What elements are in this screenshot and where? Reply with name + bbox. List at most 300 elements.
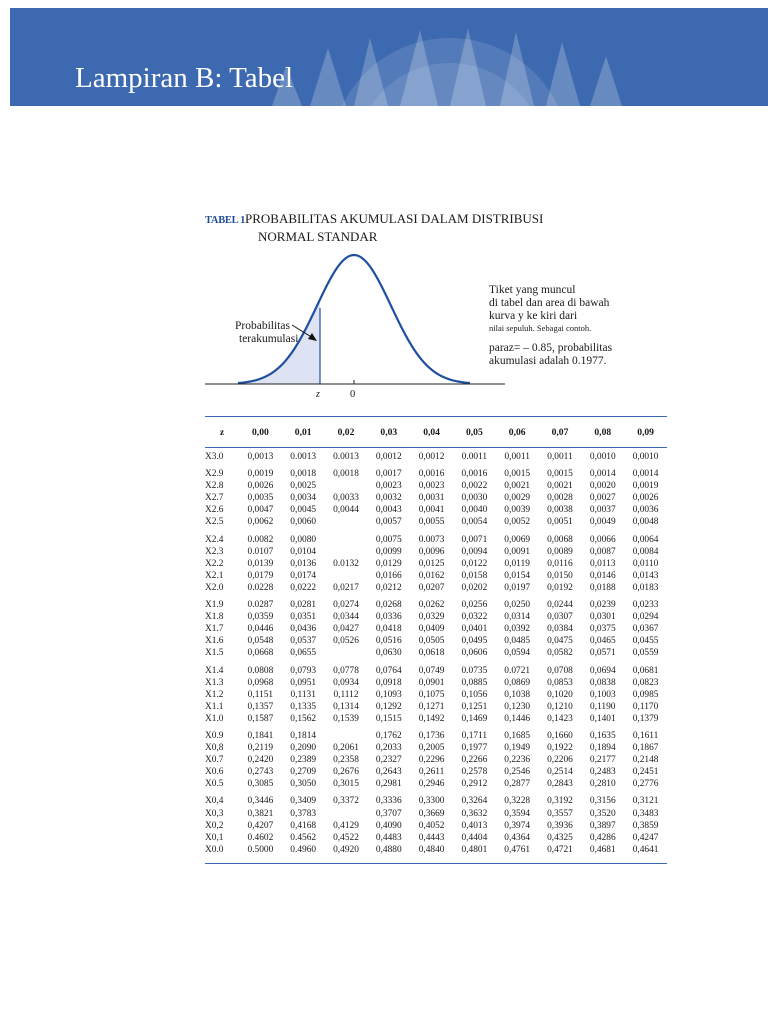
probability-cell: 0,0655 bbox=[290, 648, 317, 659]
probability-cell: 0,1814 bbox=[290, 730, 317, 741]
probability-cell: 0,0125 bbox=[418, 558, 445, 569]
table-row bbox=[205, 832, 667, 844]
probability-cell: 0,0080 bbox=[290, 534, 317, 545]
note-line5: paraz= – 0.85, probabilitas bbox=[489, 342, 613, 354]
probability-cell: 0,1271 bbox=[418, 701, 445, 712]
probability-cell: 0,1660 bbox=[547, 730, 573, 741]
z-value-cell: X2.1 bbox=[205, 570, 224, 581]
table-header-row bbox=[205, 417, 667, 448]
probability-cell: 0,0838 bbox=[589, 677, 616, 688]
table-row bbox=[205, 844, 667, 864]
probability-cell: 0,3669 bbox=[418, 808, 445, 819]
probability-cell: 0,4013 bbox=[461, 820, 488, 831]
probability-cell: 0,1492 bbox=[418, 713, 445, 724]
probability-cell: 0,0495 bbox=[461, 636, 488, 647]
z-value-cell: X1.6 bbox=[205, 636, 224, 647]
probability-cell: 0,3300 bbox=[418, 796, 445, 807]
probability-cell: 0,0025 bbox=[290, 481, 317, 492]
probability-cell: 0,2033 bbox=[375, 743, 402, 754]
probability-cell: 0,2090 bbox=[290, 743, 317, 754]
probability-cell: 0,0139 bbox=[247, 558, 274, 569]
probability-cell: 0,1635 bbox=[589, 730, 616, 741]
probability-cell: 0,0071 bbox=[461, 534, 488, 545]
table-title-line1: PROBABILITAS AKUMULASI DALAM DISTRIBUSI bbox=[245, 211, 544, 226]
probability-cell: 0,0571 bbox=[589, 648, 616, 659]
probability-cell: 0,4286 bbox=[589, 832, 616, 843]
probability-cell: 0,0329 bbox=[418, 612, 445, 623]
probability-cell: 0,0375 bbox=[589, 624, 616, 635]
probability-cell: 0,3594 bbox=[504, 808, 531, 819]
probability-cell: 0,1867 bbox=[632, 743, 659, 754]
probability-cell: 0,0301 bbox=[589, 612, 616, 623]
table-row bbox=[205, 701, 667, 713]
probability-cell: 0,2119 bbox=[247, 743, 274, 754]
probability-cell: 0,0104 bbox=[290, 546, 317, 557]
probability-cell: 0,0099 bbox=[375, 546, 402, 557]
column-header: 0,04 bbox=[423, 426, 440, 438]
probability-cell: 0,0274 bbox=[333, 600, 359, 611]
z-value-cell: X0,4 bbox=[205, 796, 224, 807]
probability-cell: 0,3228 bbox=[504, 796, 531, 807]
probability-cell: 0,0029 bbox=[504, 493, 531, 504]
table-body bbox=[205, 448, 667, 864]
probability-cell: 0,0823 bbox=[632, 677, 659, 688]
probability-cell: 0,4247 bbox=[632, 832, 659, 843]
probability-cell: 0,3707 bbox=[375, 808, 402, 819]
probability-cell: 0,4207 bbox=[247, 820, 274, 831]
table-heading bbox=[205, 211, 543, 245]
z-value-cell: X1.1 bbox=[205, 701, 224, 712]
probability-cell: 0,0110 bbox=[632, 558, 659, 569]
probability-cell: 0,3897 bbox=[589, 820, 616, 831]
z-value-cell: X2.2 bbox=[205, 558, 224, 569]
table-row bbox=[205, 766, 667, 778]
table-row bbox=[205, 795, 667, 807]
probability-cell: 0,0694 bbox=[589, 665, 616, 676]
probability-cell: 0,0516 bbox=[375, 636, 402, 647]
probability-cell: 0,1977 bbox=[461, 743, 488, 754]
probability-cell: 0,0166 bbox=[375, 570, 402, 581]
prob-label-line1: Probabilitas bbox=[235, 320, 290, 332]
probability-cell: 0,1922 bbox=[547, 743, 573, 754]
table-row bbox=[205, 570, 667, 582]
probability-cell: 0,1587 bbox=[247, 713, 274, 724]
probability-cell: 0,1562 bbox=[290, 713, 317, 724]
probability-cell: 0,0233 bbox=[632, 600, 659, 611]
probability-cell: 0,3974 bbox=[504, 820, 531, 831]
table-row bbox=[205, 516, 667, 533]
probability-cell: 0,0708 bbox=[547, 665, 573, 676]
probability-cell: 0,2743 bbox=[247, 767, 274, 778]
probability-cell: 0,0023 bbox=[375, 481, 402, 492]
table-row bbox=[205, 623, 667, 635]
probability-cell: 0,1539 bbox=[333, 713, 359, 724]
probability-cell: 0,0010 bbox=[589, 452, 616, 462]
table-row bbox=[205, 647, 667, 664]
table-row bbox=[205, 778, 667, 795]
probability-cell: 0,0143 bbox=[632, 570, 659, 581]
probability-cell: 0,0068 bbox=[547, 534, 573, 545]
probability-cell: 0,1112 bbox=[333, 689, 359, 700]
probability-cell: 0,0018 bbox=[290, 469, 317, 480]
probability-cell: 0,0351 bbox=[290, 612, 317, 623]
table-row bbox=[205, 713, 667, 730]
probability-cell: 0.0082 bbox=[247, 534, 274, 545]
probability-cell: 0,4920 bbox=[333, 844, 359, 855]
table-row bbox=[205, 534, 667, 546]
probability-cell: 0,0951 bbox=[290, 677, 317, 688]
probability-cell: 0,1357 bbox=[247, 701, 274, 712]
z-value-cell: X0,8 bbox=[205, 743, 224, 754]
probability-cell: 0.0107 bbox=[247, 546, 274, 557]
probability-cell: 0,2483 bbox=[589, 767, 616, 778]
probability-cell: 0,0012 bbox=[418, 452, 445, 462]
probability-cell: 0,0192 bbox=[547, 582, 573, 593]
table-row bbox=[205, 448, 667, 469]
column-header: 0,05 bbox=[465, 426, 483, 438]
probability-cell: 0.0808 bbox=[247, 665, 274, 676]
probability-cell: 0,4880 bbox=[375, 844, 402, 855]
probability-cell: 0,2643 bbox=[375, 767, 402, 778]
probability-cell: 0,0548 bbox=[247, 636, 274, 647]
header-banner bbox=[10, 8, 768, 106]
probability-cell bbox=[325, 534, 368, 546]
z-value-cell: X0,3 bbox=[205, 808, 224, 819]
probability-cell: 0.0735 bbox=[461, 665, 488, 676]
probability-cell: 0,0019 bbox=[247, 469, 274, 480]
table-number-label: TABEL 1 bbox=[205, 215, 246, 226]
probability-cell: 0,0119 bbox=[504, 558, 530, 569]
probability-cell: 0,2514 bbox=[547, 767, 573, 778]
probability-cell: 0,4483 bbox=[375, 832, 402, 843]
probability-cell: 0,0016 bbox=[461, 469, 488, 480]
probability-cell: 0,0455 bbox=[632, 636, 659, 647]
probability-cell: 0,0778 bbox=[333, 665, 359, 676]
probability-cell: 0,0668 bbox=[247, 648, 274, 659]
probability-cell: 0,1093 bbox=[375, 689, 402, 700]
probability-cell: 0,0041 bbox=[418, 505, 445, 516]
probability-cell: 0,3446 bbox=[247, 796, 274, 807]
z-value-cell: X1.9 bbox=[205, 600, 224, 611]
probability-cell: 0,2877 bbox=[504, 779, 531, 790]
probability-cell: 0.4602 bbox=[247, 832, 274, 843]
probability-cell: 0,0039 bbox=[504, 505, 531, 516]
probability-cell: 0,0314 bbox=[504, 612, 531, 623]
probability-cell: 0,2296 bbox=[418, 755, 445, 766]
probability-cell bbox=[325, 570, 368, 582]
probability-cell: 0,0222 bbox=[290, 582, 317, 593]
probability-cell: 0,0505 bbox=[418, 636, 445, 647]
probability-cell: 0,1469 bbox=[461, 713, 488, 724]
probability-cell: 0,0294 bbox=[632, 612, 659, 623]
probability-cell: 0,0154 bbox=[504, 570, 531, 581]
probability-cell: 0.0721 bbox=[504, 665, 531, 676]
probability-cell: 0,2546 bbox=[504, 767, 531, 778]
probability-cell: 0,0091 bbox=[504, 546, 531, 557]
probability-cell: 0,0014 bbox=[632, 469, 659, 480]
note-line4: nilai sepuluh. Sebagai contoh. bbox=[489, 323, 592, 333]
probability-cell: 0,2358 bbox=[333, 755, 359, 766]
probability-cell: 0,1003 bbox=[589, 689, 616, 700]
probability-cell: 0,0158 bbox=[461, 570, 488, 581]
probability-cell: 0,0367 bbox=[632, 624, 659, 635]
probability-cell: 0,1446 bbox=[504, 713, 531, 724]
probability-cell: 0,0052 bbox=[504, 517, 531, 528]
probability-cell bbox=[325, 647, 368, 664]
probability-cell: 0,0037 bbox=[589, 505, 616, 516]
probability-cell: 0,0212 bbox=[375, 582, 402, 593]
probability-cell: 0,0020 bbox=[589, 481, 616, 492]
probability-cell: 0,2389 bbox=[290, 755, 317, 766]
probability-cell: 0,0344 bbox=[333, 612, 359, 623]
z-value-cell: X1.3 bbox=[205, 677, 224, 688]
probability-cell: 0,3821 bbox=[247, 808, 274, 819]
probability-cell: 0,0918 bbox=[375, 677, 402, 688]
column-header: 0,09 bbox=[637, 426, 654, 438]
probability-cell: 0,0537 bbox=[290, 636, 317, 647]
probability-cell: 0,1711 bbox=[461, 730, 488, 741]
explanation-note bbox=[489, 284, 639, 368]
probability-cell: 0,0075 bbox=[375, 534, 402, 545]
probability-cell: 0,2578 bbox=[461, 767, 488, 778]
probability-cell: 0,0069 bbox=[504, 534, 531, 545]
probability-cell: 0,0202 bbox=[461, 582, 488, 593]
probability-cell: 0,0307 bbox=[547, 612, 573, 623]
probability-cell: 0,0038 bbox=[547, 505, 573, 516]
table-row bbox=[205, 468, 667, 480]
probability-cell: 0,0985 bbox=[632, 689, 659, 700]
column-header: 0,00 bbox=[252, 426, 269, 438]
probability-cell: 0,0475 bbox=[547, 636, 573, 647]
probability-cell: 0,3859 bbox=[632, 820, 659, 831]
table-title-line2: NORMAL STANDAR bbox=[258, 229, 378, 244]
probability-cell: 0.0073 bbox=[418, 534, 445, 545]
z-value-cell: X1.8 bbox=[205, 612, 224, 623]
probability-cell bbox=[325, 730, 368, 742]
probability-cell: 0,1949 bbox=[504, 743, 531, 754]
probability-cell: 0,0485 bbox=[504, 636, 531, 647]
probability-cell: 0.0287 bbox=[247, 600, 274, 611]
probability-cell: 0,1335 bbox=[290, 701, 317, 712]
probability-cell: 0,0011 bbox=[547, 452, 573, 462]
z-value-cell: X1.7 bbox=[205, 624, 224, 635]
probability-cell: 0,0051 bbox=[547, 517, 573, 528]
probability-cell: 0,0062 bbox=[247, 517, 274, 528]
probability-cell: 0,3264 bbox=[461, 796, 488, 807]
probability-cell: 0,0606 bbox=[461, 648, 488, 659]
probability-cell: 0,1762 bbox=[375, 730, 402, 741]
probability-cell: 0,0021 bbox=[547, 481, 573, 492]
table-row bbox=[205, 730, 667, 742]
z-value-cell: X1.0 bbox=[205, 713, 224, 724]
probability-cell: 0,4325 bbox=[547, 832, 573, 843]
z-value-cell: X1.4 bbox=[205, 665, 224, 676]
probability-cell: 0,0055 bbox=[418, 517, 445, 528]
probability-cell: 0,0028 bbox=[547, 493, 573, 504]
probability-cell: 0,0749 bbox=[418, 665, 445, 676]
z-value-cell: X3.0 bbox=[205, 452, 224, 462]
probability-cell: 0,0014 bbox=[589, 469, 616, 480]
probability-cell: 0,0043 bbox=[375, 505, 402, 516]
probability-cell: 0,0047 bbox=[247, 505, 274, 516]
probability-cell: 0,0162 bbox=[418, 570, 445, 581]
probability-cell: 0,3632 bbox=[461, 808, 488, 819]
probability-cell: 0,2451 bbox=[632, 767, 659, 778]
probability-cell: 0,0018 bbox=[333, 469, 359, 480]
probability-cell: 0.4562 bbox=[290, 832, 317, 843]
probability-cell: 0,0179 bbox=[247, 570, 274, 581]
z-value-cell: X0,2 bbox=[205, 820, 224, 831]
probability-cell: 0,2148 bbox=[632, 755, 659, 766]
probability-cell: 0,0096 bbox=[418, 546, 445, 557]
note-line2: di tabel dan area di bawah bbox=[489, 297, 610, 309]
probability-cell: 0,1401 bbox=[589, 713, 616, 724]
z-value-cell: X2.5 bbox=[205, 517, 224, 528]
probability-cell: 0,3783 bbox=[290, 808, 317, 819]
probability-cell: 0,0026 bbox=[247, 481, 274, 492]
probability-cell: 0,0013 bbox=[247, 452, 274, 462]
probability-cell: 0,0268 bbox=[375, 600, 402, 611]
probability-cell: 0,3192 bbox=[547, 796, 573, 807]
probability-cell: 0,1611 bbox=[632, 730, 659, 741]
probability-cell: 0.0132 bbox=[333, 558, 359, 569]
probability-cell: 0,1190 bbox=[590, 701, 616, 712]
cumulative-probability-label bbox=[235, 320, 298, 346]
probability-cell: 0,0044 bbox=[333, 505, 359, 516]
column-header: 0,07 bbox=[551, 426, 569, 438]
probability-cell: 0,0113 bbox=[590, 558, 616, 569]
probability-cell: 0,1131 bbox=[290, 689, 316, 700]
probability-cell: 0,0019 bbox=[632, 481, 659, 492]
probability-cell: 0,4052 bbox=[418, 820, 445, 831]
probability-cell: 0,4129 bbox=[333, 820, 359, 831]
probability-cell: 0,4522 bbox=[333, 832, 359, 843]
probability-cell: 0,2776 bbox=[632, 779, 659, 790]
probability-cell: 0,0011 bbox=[504, 452, 530, 462]
prob-label-line2: terakumulasi bbox=[239, 333, 299, 345]
probability-cell: 0,0239 bbox=[589, 600, 616, 611]
probability-cell: 0,1841 bbox=[247, 730, 274, 741]
z-value-cell: X2.6 bbox=[205, 505, 224, 516]
probability-cell: 0,0016 bbox=[418, 469, 445, 480]
probability-cell: 0,1210 bbox=[547, 701, 573, 712]
probability-cell: 0,4443 bbox=[418, 832, 445, 843]
probability-cell: 0,4801 bbox=[461, 844, 488, 855]
probability-cell: 0,4168 bbox=[290, 820, 317, 831]
probability-cell: 0,0035 bbox=[247, 493, 274, 504]
z-value-cell: X2.7 bbox=[205, 493, 224, 504]
column-header: 0,06 bbox=[508, 426, 526, 438]
probability-cell: 0,0150 bbox=[547, 570, 573, 581]
probability-cell: 0.0011 bbox=[461, 452, 488, 462]
probability-cell: 0,1020 bbox=[547, 689, 573, 700]
table-row bbox=[205, 689, 667, 701]
probability-cell: 0,0764 bbox=[375, 665, 402, 676]
axis-z-label: z bbox=[316, 389, 320, 400]
probability-cell: 0,0427 bbox=[333, 624, 359, 635]
probability-cell: 0,1056 bbox=[461, 689, 488, 700]
column-header: 0,02 bbox=[337, 426, 355, 438]
probability-cell: 0,0183 bbox=[632, 582, 659, 593]
probability-cell: 0,1423 bbox=[547, 713, 573, 724]
probability-cell: 0,3015 bbox=[333, 779, 359, 790]
probability-cell: 0,2005 bbox=[418, 743, 445, 754]
probability-cell: 0,0418 bbox=[375, 624, 402, 635]
probability-cell: 0,0793 bbox=[290, 665, 317, 676]
probability-cell: 0,2946 bbox=[418, 779, 445, 790]
note-line3: kurva y ke kiri dari bbox=[489, 310, 578, 322]
probability-cell: 0,0594 bbox=[504, 648, 531, 659]
probability-cell: 0,2327 bbox=[375, 755, 402, 766]
probability-cell: 0,0901 bbox=[418, 677, 445, 688]
probability-cell bbox=[325, 546, 368, 558]
probability-cell: 0,1379 bbox=[632, 713, 659, 724]
probability-cell: 0,0012 bbox=[375, 452, 402, 462]
column-header: 0,01 bbox=[294, 426, 312, 438]
table-row bbox=[205, 611, 667, 623]
probability-cell: 0,0049 bbox=[589, 517, 616, 528]
probability-cell: 0,1515 bbox=[375, 713, 402, 724]
z-value-cell: X2.0 bbox=[205, 582, 224, 593]
table-row bbox=[205, 558, 667, 570]
table-row bbox=[205, 492, 667, 504]
probability-cell: 0,0087 bbox=[589, 546, 616, 557]
probability-cell: 0,4761 bbox=[504, 844, 531, 855]
probability-cell: 0,0084 bbox=[632, 546, 659, 557]
probability-cell: 0,2676 bbox=[333, 767, 359, 778]
probability-cell: 0,2912 bbox=[461, 779, 488, 790]
probability-cell: 0,0281 bbox=[290, 600, 317, 611]
probability-cell: 0,0446 bbox=[247, 624, 274, 635]
probability-cell: 0,3557 bbox=[547, 808, 573, 819]
table-row bbox=[205, 504, 667, 516]
probability-cell: 0,4090 bbox=[375, 820, 402, 831]
probability-cell: 0.0228 bbox=[247, 582, 274, 593]
probability-cell: 0,0188 bbox=[589, 582, 616, 593]
probability-cell: 0,1736 bbox=[418, 730, 445, 741]
probability-cell: 0,0207 bbox=[418, 582, 445, 593]
note-line6: akumulasi adalah 0.1977. bbox=[489, 355, 607, 367]
probability-cell: 0,0322 bbox=[461, 612, 488, 623]
table-row bbox=[205, 635, 667, 647]
probability-cell: 0,0392 bbox=[504, 624, 531, 635]
probability-cell: 0,0217 bbox=[333, 582, 359, 593]
probability-cell: 0,0036 bbox=[632, 505, 659, 516]
probability-cell: 0,0250 bbox=[504, 600, 531, 611]
probability-cell: 0,0336 bbox=[375, 612, 402, 623]
probability-cell bbox=[325, 808, 368, 820]
probability-cell: 0,0094 bbox=[461, 546, 488, 557]
probability-cell: 0,0409 bbox=[418, 624, 445, 635]
probability-cell: 0,0060 bbox=[290, 517, 317, 528]
probability-cell: 0,0262 bbox=[418, 600, 445, 611]
z-value-cell: X0,1 bbox=[205, 832, 224, 843]
probability-cell: 0,0174 bbox=[290, 570, 317, 581]
probability-cell: 0,0401 bbox=[461, 624, 488, 635]
probability-cell: 0,0034 bbox=[290, 493, 317, 504]
table-row bbox=[205, 546, 667, 558]
probability-cell: 0,0136 bbox=[290, 558, 317, 569]
probability-cell: 0,0968 bbox=[247, 677, 274, 688]
probability-cell bbox=[325, 480, 368, 492]
probability-cell: 0,2236 bbox=[504, 755, 531, 766]
z-value-cell: X2.8 bbox=[205, 481, 224, 492]
table-row bbox=[205, 480, 667, 492]
probability-cell: 0,0359 bbox=[247, 612, 274, 623]
probability-cell: 0,0853 bbox=[547, 677, 573, 688]
probability-cell: 0,2061 bbox=[333, 743, 359, 754]
probability-cell: 0,0054 bbox=[461, 517, 488, 528]
